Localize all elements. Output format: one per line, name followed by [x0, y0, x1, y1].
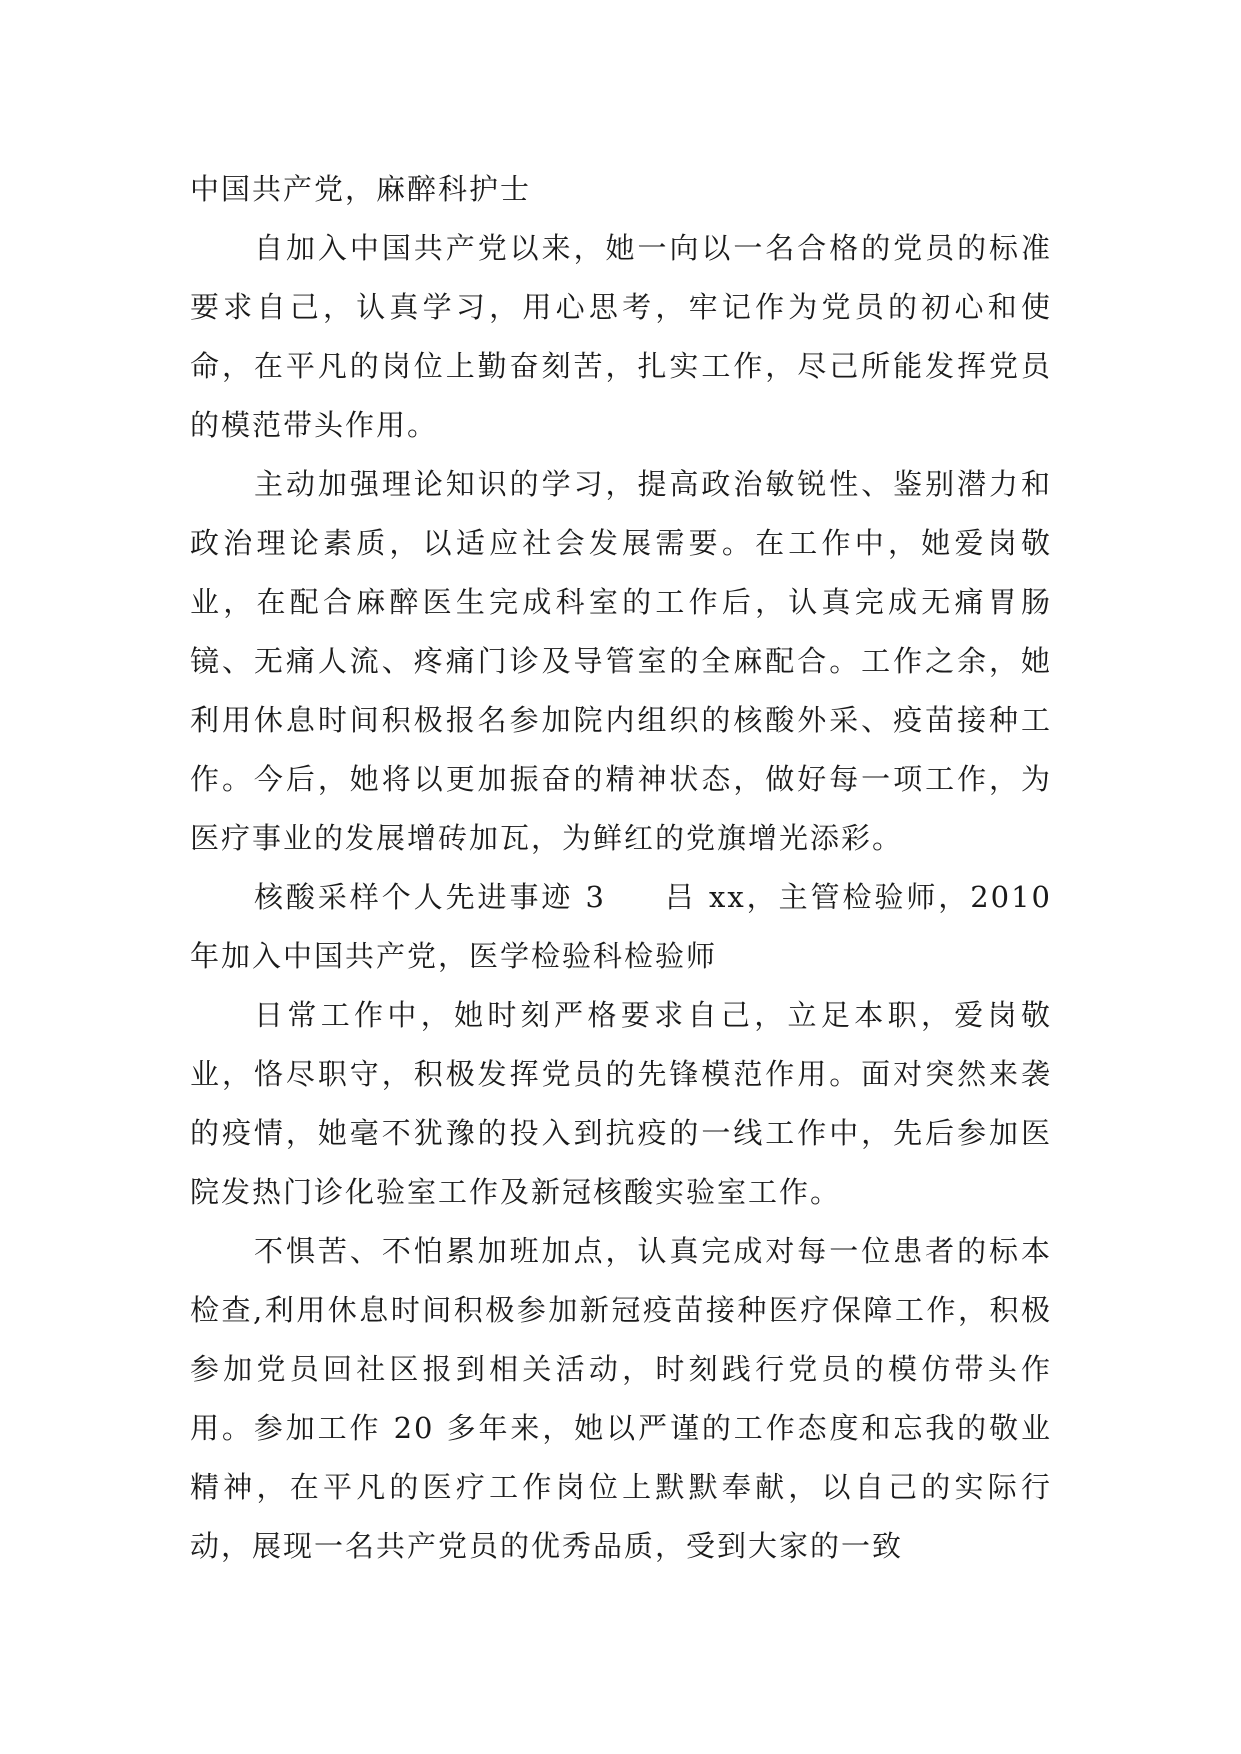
- paragraph-theory-study: 主动加强理论知识的学习，提高政治敏锐性、鉴别潜力和政治理论素质，以适应社会发展需要。在工作中，她爱岗敬业，在配合麻醉医生完成科室的工作后，认真完成无痛胃肠镜、无痛人流、疼痛门诊及导管室的全麻配合。工作之余，她利用休息时间积极报名参加院内组织的核酸外采、疫苗接种工作。今后，她将以更加振奋的精神状态，做好每一项工作，为医疗事业的发展增砖加瓦，为鲜红的党旗增光添彩。: [190, 467, 1052, 855]
- paragraph-intro-line: 中国共产党，麻醉科护士: [190, 172, 532, 206]
- paragraph-deed-3-header: [190, 868, 1052, 986]
- document-body: [190, 160, 1052, 1576]
- paragraph-hard-work: 不惧苦、不怕累加班加点，认真完成对每一位患者的标本检查,利用休息时间积极参加新冠疫苗接种医疗保障工作，积极参加党员回社区报到相关活动，时刻践行党员的模仿带头作用。参加工作 20 多年来，她以严谨的工作态度和忘我的敬业精神，在平凡的医疗工作岗位上默默奉献，以自己的实际行动，展现一名共产党员的优秀品质，受到大家的一致: [190, 1234, 1052, 1563]
- paragraph-daily-work: 日常工作中，她时刻严格要求自己，立足本职，爱岗敬业，恪尽职守，积极发挥党员的先锋模范作用。面对突然来袭的疫情，她毫不犹豫的投入到抗疫的一线工作中，先后参加医院发热门诊化验室工作及新冠核酸实验室工作。: [190, 998, 1052, 1209]
- deed-3-heading: 核酸采样个人先进事迹 3: [254, 880, 606, 914]
- paragraph-party-standard: 自加入中国共产党以来，她一向以一名合格的党员的标准要求自己，认真学习，用心思考，牢记作为党员的初心和使命，在平凡的岗位上勤奋刻苦，扎实工作，尽己所能发挥党员的模范带头作用。: [190, 231, 1052, 442]
- deed-3-person: 吕 xx，主管检验师，2010 年加入中国共产党，医学检验科检验师: [190, 880, 1052, 973]
